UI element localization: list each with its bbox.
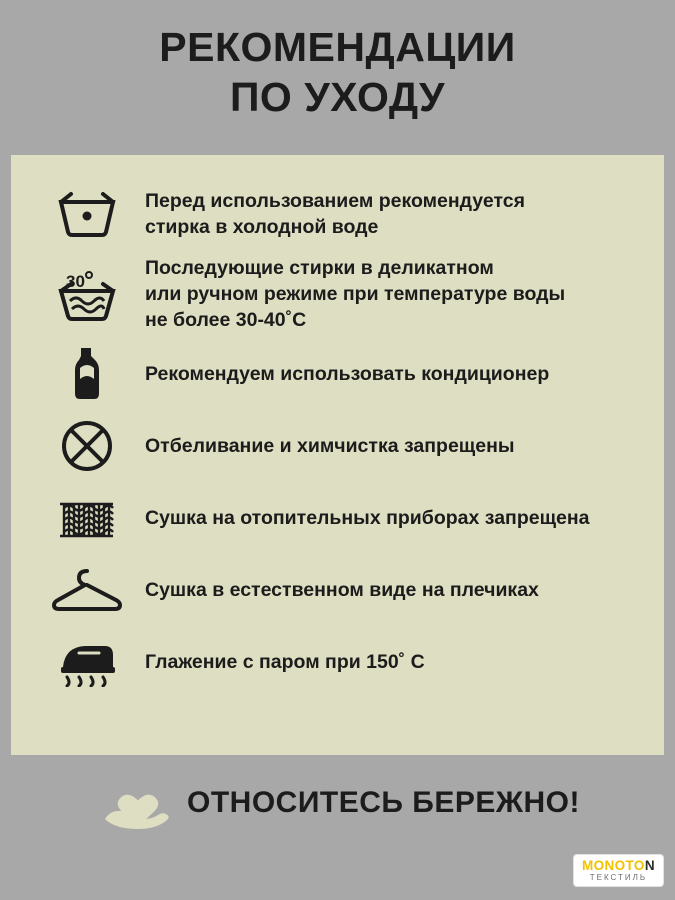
list-item-text (145, 433, 515, 459)
list-item-line: Последующие стирки в деликатном (145, 257, 494, 279)
hanger-drying-icon (41, 567, 133, 613)
list-item-line: Сушка в естественном виде на плечиках (145, 579, 539, 601)
list-item-text (145, 649, 425, 675)
list-item (11, 487, 664, 549)
page-title (0, 0, 675, 122)
list-item (11, 343, 664, 405)
list-item (11, 415, 664, 477)
wash-30-degrees-icon (41, 267, 133, 321)
list-item (11, 559, 664, 621)
list-item-line: не более 30-40˚С (145, 309, 307, 331)
softener-bottle-icon (41, 346, 133, 402)
page-title-line-1: РЕКОМЕНДАЦИИ (159, 24, 516, 70)
list-item-line: Отбеливание и химчистка запрещены (145, 435, 515, 457)
instructions-panel (11, 155, 664, 755)
no-radiator-drying-icon (41, 494, 133, 542)
footer-message (0, 775, 675, 831)
hand-heart-icon (95, 775, 181, 831)
list-item-text (145, 361, 549, 387)
brand-logo (574, 855, 663, 886)
brand-subtitle: ТЕКСТИЛЬ (589, 873, 648, 882)
brand-name-part1: MONOTO (581, 858, 645, 873)
list-item (11, 183, 664, 245)
list-item-line: Рекомендуем использовать кондиционер (145, 363, 550, 385)
instructions-list (11, 155, 664, 693)
page-title-line-2: ПО УХОДУ (229, 74, 446, 120)
list-item-line: Глажение с паром при 150˚ С (145, 651, 425, 673)
list-item-line: стирка в холодной воде (145, 216, 379, 238)
list-item-text (145, 188, 525, 240)
list-item (11, 631, 664, 693)
list-item-line: Сушка на отопительных приборах запрещена (145, 507, 590, 529)
brand-name-part2: N (644, 858, 655, 873)
footer-text: ОТНОСИТЕСЬ БЕРЕЖНО! (187, 786, 580, 819)
list-item-line: или ручном режиме при температуре воды (145, 283, 566, 305)
list-item-text (145, 577, 539, 603)
no-bleach-no-drycleaning-icon (41, 419, 133, 473)
wash-tub-icon (41, 190, 133, 238)
brand-name (582, 859, 655, 873)
list-item-text (145, 505, 590, 531)
list-item-text (145, 255, 565, 333)
list-item (11, 255, 664, 333)
list-item-line: Перед использованием рекомендуется (145, 190, 525, 212)
svg-text:30: 30 (66, 272, 85, 291)
steam-iron-icon (41, 637, 133, 687)
